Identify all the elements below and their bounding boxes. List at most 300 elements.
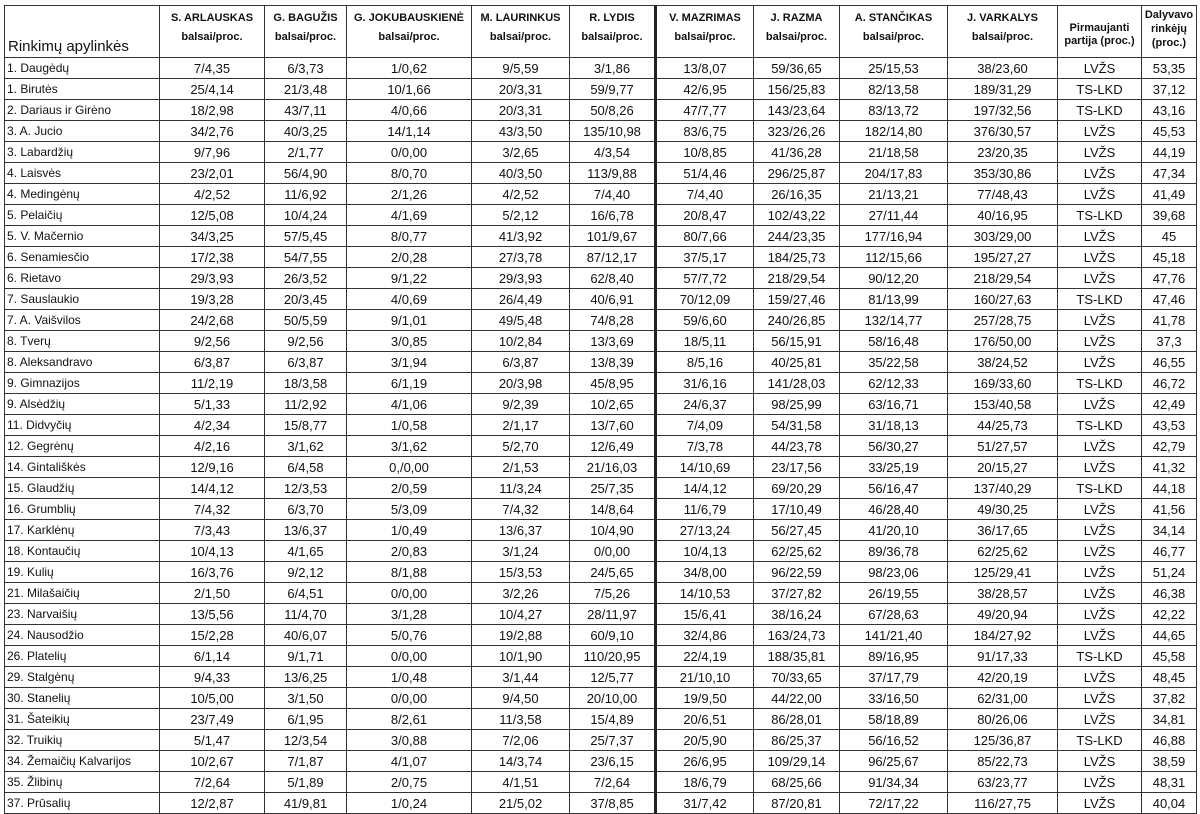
leading-party-cell: LVŽS — [1058, 604, 1142, 625]
varkalys-cell: 38/28,57 — [948, 583, 1058, 604]
varkalys-cell: 38/23,60 — [948, 58, 1058, 79]
laurinkus-cell: 14/3,74 — [472, 751, 570, 772]
laurinkus-cell: 3/1,44 — [472, 667, 570, 688]
header-candidate: A. STANČIKAS balsai/proc. — [840, 6, 948, 58]
leading-party-cell: LVŽS — [1058, 667, 1142, 688]
stancikas-cell: 141/21,40 — [840, 625, 948, 646]
baguzis-cell: 11/4,70 — [265, 604, 347, 625]
turnout-cell: 42,49 — [1142, 394, 1197, 415]
stancikas-cell: 89/16,95 — [840, 646, 948, 667]
header-candidate: G. JOKUBAUSKIENĖ balsai/proc. — [347, 6, 472, 58]
turnout-cell: 53,35 — [1142, 58, 1197, 79]
arlauskas-cell: 2/1,50 — [160, 583, 265, 604]
arlauskas-cell: 23/7,49 — [160, 709, 265, 730]
turnout-cell: 44,18 — [1142, 478, 1197, 499]
region-name-cell: 8. Tverų — [5, 331, 160, 352]
turnout-cell: 37,82 — [1142, 688, 1197, 709]
jokubauskiene-cell: 8/0,70 — [347, 163, 472, 184]
stancikas-cell: 204/17,83 — [840, 163, 948, 184]
stancikas-cell: 63/16,71 — [840, 394, 948, 415]
arlauskas-cell: 7/3,43 — [160, 520, 265, 541]
baguzis-cell: 11/2,92 — [265, 394, 347, 415]
header-candidate: S. ARLAUSKAS balsai/proc. — [160, 6, 265, 58]
laurinkus-cell: 3/1,24 — [472, 541, 570, 562]
arlauskas-cell: 9/2,56 — [160, 331, 265, 352]
jokubauskiene-cell: 0,/0,00 — [347, 457, 472, 478]
turnout-cell: 45,53 — [1142, 121, 1197, 142]
jokubauskiene-cell: 5/3,09 — [347, 499, 472, 520]
turnout-cell: 37,3 — [1142, 331, 1197, 352]
turnout-cell: 37,12 — [1142, 79, 1197, 100]
mazrimas-cell: 14/10,69 — [656, 457, 754, 478]
table-row — [5, 562, 1197, 583]
baguzis-cell: 6/3,87 — [265, 352, 347, 373]
leading-party-cell: LVŽS — [1058, 688, 1142, 709]
table-row — [5, 604, 1197, 625]
lydis-cell: 10/4,90 — [570, 520, 656, 541]
varkalys-cell: 80/26,06 — [948, 709, 1058, 730]
baguzis-cell: 9/1,71 — [265, 646, 347, 667]
baguzis-cell: 2/1,77 — [265, 142, 347, 163]
arlauskas-cell: 6/1,14 — [160, 646, 265, 667]
varkalys-cell: 63/23,77 — [948, 772, 1058, 793]
arlauskas-cell: 11/2,19 — [160, 373, 265, 394]
jokubauskiene-cell: 2/0,83 — [347, 541, 472, 562]
lydis-cell: 23/6,15 — [570, 751, 656, 772]
stancikas-cell: 132/14,77 — [840, 310, 948, 331]
turnout-cell: 51,24 — [1142, 562, 1197, 583]
table-row — [5, 310, 1197, 331]
stancikas-cell: 58/18,89 — [840, 709, 948, 730]
razma-cell: 323/26,26 — [754, 121, 840, 142]
mazrimas-cell: 14/10,53 — [656, 583, 754, 604]
region-name-cell: 12. Gegrėnų — [5, 436, 160, 457]
baguzis-cell: 40/6,07 — [265, 625, 347, 646]
mazrimas-cell: 59/6,60 — [656, 310, 754, 331]
arlauskas-cell: 5/1,33 — [160, 394, 265, 415]
table-row — [5, 142, 1197, 163]
header-candidate: V. MAZRIMAS balsai/proc. — [656, 6, 754, 58]
baguzis-cell: 13/6,37 — [265, 520, 347, 541]
region-name-cell: 9. Alsėdžių — [5, 394, 160, 415]
region-name-cell: 8. Aleksandravo — [5, 352, 160, 373]
turnout-cell: 46,72 — [1142, 373, 1197, 394]
razma-cell: 96/22,59 — [754, 562, 840, 583]
mazrimas-cell: 37/5,17 — [656, 247, 754, 268]
razma-cell: 141/28,03 — [754, 373, 840, 394]
lydis-cell: 21/16,03 — [570, 457, 656, 478]
lydis-cell: 13/3,69 — [570, 331, 656, 352]
razma-cell: 143/23,64 — [754, 100, 840, 121]
region-name-cell: 23. Narvaišių — [5, 604, 160, 625]
lydis-cell: 37/8,85 — [570, 793, 656, 814]
stancikas-cell: 27/11,44 — [840, 205, 948, 226]
turnout-cell: 46,77 — [1142, 541, 1197, 562]
header-candidate: J. VARKALYS balsai/proc. — [948, 6, 1058, 58]
baguzis-cell: 5/1,89 — [265, 772, 347, 793]
jokubauskiene-cell: 9/1,01 — [347, 310, 472, 331]
mazrimas-cell: 42/6,95 — [656, 79, 754, 100]
laurinkus-cell: 9/5,59 — [472, 58, 570, 79]
lydis-cell: 24/5,65 — [570, 562, 656, 583]
lydis-cell: 4/3,54 — [570, 142, 656, 163]
table-row — [5, 625, 1197, 646]
razma-cell: 87/20,81 — [754, 793, 840, 814]
table-row — [5, 226, 1197, 247]
stancikas-cell: 33/16,50 — [840, 688, 948, 709]
lydis-cell: 74/8,28 — [570, 310, 656, 331]
jokubauskiene-cell: 4/1,07 — [347, 751, 472, 772]
jokubauskiene-cell: 1/0,48 — [347, 667, 472, 688]
table-row — [5, 184, 1197, 205]
baguzis-cell: 6/3,73 — [265, 58, 347, 79]
baguzis-cell: 18/3,58 — [265, 373, 347, 394]
stancikas-cell: 26/19,55 — [840, 583, 948, 604]
leading-party-cell: LVŽS — [1058, 394, 1142, 415]
laurinkus-cell: 10/2,84 — [472, 331, 570, 352]
mazrimas-cell: 15/6,41 — [656, 604, 754, 625]
table-row — [5, 730, 1197, 751]
turnout-cell: 47,46 — [1142, 289, 1197, 310]
stancikas-cell: 177/16,94 — [840, 226, 948, 247]
laurinkus-cell: 2/1,53 — [472, 457, 570, 478]
lydis-cell: 14/8,64 — [570, 499, 656, 520]
razma-cell: 56/15,91 — [754, 331, 840, 352]
laurinkus-cell: 20/3,31 — [472, 79, 570, 100]
baguzis-cell: 6/1,95 — [265, 709, 347, 730]
razma-cell: 69/20,29 — [754, 478, 840, 499]
baguzis-cell: 6/4,58 — [265, 457, 347, 478]
region-name-cell: 9. Gimnazijos — [5, 373, 160, 394]
region-name-cell: 7. Sauslaukio — [5, 289, 160, 310]
region-name-cell: 1. Birutės — [5, 79, 160, 100]
lydis-cell: 0/0,00 — [570, 541, 656, 562]
jokubauskiene-cell: 1/0,62 — [347, 58, 472, 79]
leading-party-cell: LVŽS — [1058, 499, 1142, 520]
arlauskas-cell: 10/2,67 — [160, 751, 265, 772]
laurinkus-cell: 19/2,88 — [472, 625, 570, 646]
mazrimas-cell: 47/7,77 — [656, 100, 754, 121]
turnout-cell: 40,04 — [1142, 793, 1197, 814]
lydis-cell: 50/8,26 — [570, 100, 656, 121]
table-row — [5, 457, 1197, 478]
mazrimas-cell: 31/7,42 — [656, 793, 754, 814]
jokubauskiene-cell: 2/0,75 — [347, 772, 472, 793]
mazrimas-cell: 7/4,40 — [656, 184, 754, 205]
arlauskas-cell: 10/4,13 — [160, 541, 265, 562]
stancikas-cell: 83/13,72 — [840, 100, 948, 121]
table-row — [5, 289, 1197, 310]
leading-party-cell: TS-LKD — [1058, 205, 1142, 226]
varkalys-cell: 36/17,65 — [948, 520, 1058, 541]
jokubauskiene-cell: 9/1,22 — [347, 268, 472, 289]
arlauskas-cell: 10/5,00 — [160, 688, 265, 709]
table-row — [5, 772, 1197, 793]
region-name-cell: 2. Dariaus ir Girėno — [5, 100, 160, 121]
leading-party-cell: LVŽS — [1058, 562, 1142, 583]
lydis-cell: 60/9,10 — [570, 625, 656, 646]
mazrimas-cell: 27/13,24 — [656, 520, 754, 541]
header-leading-party: Pirmaujanti partija (proc.) — [1058, 6, 1142, 58]
table-row — [5, 373, 1197, 394]
varkalys-cell: 197/32,56 — [948, 100, 1058, 121]
region-name-cell: 7. A. Vaišvilos — [5, 310, 160, 331]
arlauskas-cell: 15/2,28 — [160, 625, 265, 646]
leading-party-cell: TS-LKD — [1058, 415, 1142, 436]
jokubauskiene-cell: 3/0,88 — [347, 730, 472, 751]
leading-party-cell: LVŽS — [1058, 142, 1142, 163]
baguzis-cell: 40/3,25 — [265, 121, 347, 142]
turnout-cell: 46,88 — [1142, 730, 1197, 751]
laurinkus-cell: 49/5,48 — [472, 310, 570, 331]
jokubauskiene-cell: 8/0,77 — [347, 226, 472, 247]
region-name-cell: 19. Kulių — [5, 562, 160, 583]
leading-party-cell: TS-LKD — [1058, 289, 1142, 310]
region-name-cell: 11. Didvyčių — [5, 415, 160, 436]
mazrimas-cell: 57/7,72 — [656, 268, 754, 289]
baguzis-cell: 13/6,25 — [265, 667, 347, 688]
leading-party-cell: LVŽS — [1058, 163, 1142, 184]
table-row — [5, 352, 1197, 373]
razma-cell: 156/25,83 — [754, 79, 840, 100]
table-row — [5, 667, 1197, 688]
varkalys-cell: 153/40,58 — [948, 394, 1058, 415]
arlauskas-cell: 4/2,16 — [160, 436, 265, 457]
razma-cell: 17/10,49 — [754, 499, 840, 520]
mazrimas-cell: 26/6,95 — [656, 751, 754, 772]
mazrimas-cell: 31/6,16 — [656, 373, 754, 394]
table-row — [5, 583, 1197, 604]
mazrimas-cell: 70/12,09 — [656, 289, 754, 310]
region-name-cell: 1. Daugėdų — [5, 58, 160, 79]
laurinkus-cell: 4/1,51 — [472, 772, 570, 793]
leading-party-cell: TS-LKD — [1058, 478, 1142, 499]
stancikas-cell: 182/14,80 — [840, 121, 948, 142]
lydis-cell: 15/4,89 — [570, 709, 656, 730]
lydis-cell: 113/9,88 — [570, 163, 656, 184]
baguzis-cell: 12/3,54 — [265, 730, 347, 751]
laurinkus-cell: 5/2,12 — [472, 205, 570, 226]
varkalys-cell: 125/29,41 — [948, 562, 1058, 583]
razma-cell: 37/27,82 — [754, 583, 840, 604]
jokubauskiene-cell: 10/1,66 — [347, 79, 472, 100]
varkalys-cell: 62/31,00 — [948, 688, 1058, 709]
jokubauskiene-cell: 0/0,00 — [347, 646, 472, 667]
leading-party-cell: LVŽS — [1058, 520, 1142, 541]
razma-cell: 56/27,45 — [754, 520, 840, 541]
region-name-cell: 37. Prūsalių — [5, 793, 160, 814]
laurinkus-cell: 43/3,50 — [472, 121, 570, 142]
mazrimas-cell: 18/6,79 — [656, 772, 754, 793]
razma-cell: 109/29,14 — [754, 751, 840, 772]
arlauskas-cell: 9/7,96 — [160, 142, 265, 163]
mazrimas-cell: 14/4,12 — [656, 478, 754, 499]
baguzis-cell: 43/7,11 — [265, 100, 347, 121]
laurinkus-cell: 21/5,02 — [472, 793, 570, 814]
razma-cell: 240/26,85 — [754, 310, 840, 331]
lydis-cell: 16/6,78 — [570, 205, 656, 226]
baguzis-cell: 57/5,45 — [265, 226, 347, 247]
table-row — [5, 688, 1197, 709]
lydis-cell: 101/9,67 — [570, 226, 656, 247]
region-name-cell: 15. Glaudžių — [5, 478, 160, 499]
results-body — [5, 58, 1197, 814]
lydis-cell: 45/8,95 — [570, 373, 656, 394]
arlauskas-cell: 7/4,35 — [160, 58, 265, 79]
stancikas-cell: 31/18,13 — [840, 415, 948, 436]
jokubauskiene-cell: 2/0,59 — [347, 478, 472, 499]
arlauskas-cell: 24/2,68 — [160, 310, 265, 331]
laurinkus-cell: 2/1,17 — [472, 415, 570, 436]
region-name-cell: 3. A. Jucio — [5, 121, 160, 142]
baguzis-cell: 3/1,62 — [265, 436, 347, 457]
region-name-cell: 24. Nausodžio — [5, 625, 160, 646]
region-name-cell: 32. Truikių — [5, 730, 160, 751]
leading-party-cell: TS-LKD — [1058, 79, 1142, 100]
stancikas-cell: 33/25,19 — [840, 457, 948, 478]
razma-cell: 26/16,35 — [754, 184, 840, 205]
razma-cell: 244/23,35 — [754, 226, 840, 247]
region-name-cell: 4. Medingėnų — [5, 184, 160, 205]
mazrimas-cell: 80/7,66 — [656, 226, 754, 247]
mazrimas-cell: 51/4,46 — [656, 163, 754, 184]
region-name-cell: 6. Senamiesčio — [5, 247, 160, 268]
stancikas-cell: 46/28,40 — [840, 499, 948, 520]
region-name-cell: 6. Rietavo — [5, 268, 160, 289]
varkalys-cell: 38/24,52 — [948, 352, 1058, 373]
jokubauskiene-cell: 5/0,76 — [347, 625, 472, 646]
baguzis-cell: 12/3,53 — [265, 478, 347, 499]
header-candidate: J. RAZMA balsai/proc. — [754, 6, 840, 58]
laurinkus-cell: 5/2,70 — [472, 436, 570, 457]
results-table-container — [4, 5, 1196, 814]
mazrimas-cell: 34/8,00 — [656, 562, 754, 583]
razma-cell: 62/25,62 — [754, 541, 840, 562]
leading-party-cell: LVŽS — [1058, 436, 1142, 457]
header-region: Rinkimų apylinkės — [5, 6, 160, 58]
jokubauskiene-cell: 8/1,88 — [347, 562, 472, 583]
region-name-cell: 31. Šateikių — [5, 709, 160, 730]
turnout-cell: 47,34 — [1142, 163, 1197, 184]
leading-party-cell: LVŽS — [1058, 226, 1142, 247]
baguzis-cell: 9/2,12 — [265, 562, 347, 583]
jokubauskiene-cell: 0/0,00 — [347, 142, 472, 163]
arlauskas-cell: 4/2,52 — [160, 184, 265, 205]
mazrimas-cell: 21/10,10 — [656, 667, 754, 688]
jokubauskiene-cell: 0/0,00 — [347, 583, 472, 604]
stancikas-cell: 91/34,34 — [840, 772, 948, 793]
turnout-cell: 41,78 — [1142, 310, 1197, 331]
stancikas-cell: 56/16,52 — [840, 730, 948, 751]
region-name-cell: 16. Grumblių — [5, 499, 160, 520]
leading-party-cell: LVŽS — [1058, 751, 1142, 772]
laurinkus-cell: 11/3,58 — [472, 709, 570, 730]
arlauskas-cell: 13/5,56 — [160, 604, 265, 625]
table-row — [5, 520, 1197, 541]
leading-party-cell: TS-LKD — [1058, 100, 1142, 121]
laurinkus-cell: 11/3,24 — [472, 478, 570, 499]
razma-cell: 86/25,37 — [754, 730, 840, 751]
leading-party-cell: LVŽS — [1058, 310, 1142, 331]
jokubauskiene-cell: 1/0,49 — [347, 520, 472, 541]
mazrimas-cell: 32/4,86 — [656, 625, 754, 646]
table-row — [5, 436, 1197, 457]
arlauskas-cell: 5/1,47 — [160, 730, 265, 751]
turnout-cell: 46,55 — [1142, 352, 1197, 373]
stancikas-cell: 35/22,58 — [840, 352, 948, 373]
turnout-cell: 45,18 — [1142, 247, 1197, 268]
stancikas-cell: 112/15,66 — [840, 247, 948, 268]
table-row — [5, 247, 1197, 268]
varkalys-cell: 51/27,57 — [948, 436, 1058, 457]
jokubauskiene-cell: 8/2,61 — [347, 709, 472, 730]
table-row — [5, 394, 1197, 415]
arlauskas-cell: 9/4,33 — [160, 667, 265, 688]
region-name-cell: 21. Milašaičių — [5, 583, 160, 604]
leading-party-cell: LVŽS — [1058, 457, 1142, 478]
laurinkus-cell: 9/4,50 — [472, 688, 570, 709]
laurinkus-cell: 3/2,26 — [472, 583, 570, 604]
arlauskas-cell: 34/3,25 — [160, 226, 265, 247]
jokubauskiene-cell: 4/1,06 — [347, 394, 472, 415]
table-row — [5, 478, 1197, 499]
stancikas-cell: 96/25,67 — [840, 751, 948, 772]
table-row — [5, 709, 1197, 730]
stancikas-cell: 25/15,53 — [840, 58, 948, 79]
leading-party-cell: TS-LKD — [1058, 730, 1142, 751]
varkalys-cell: 376/30,57 — [948, 121, 1058, 142]
stancikas-cell: 58/16,48 — [840, 331, 948, 352]
jokubauskiene-cell: 3/1,94 — [347, 352, 472, 373]
baguzis-cell: 6/3,70 — [265, 499, 347, 520]
table-row — [5, 268, 1197, 289]
baguzis-cell: 4/1,65 — [265, 541, 347, 562]
varkalys-cell: 23/20,35 — [948, 142, 1058, 163]
arlauskas-cell: 7/4,32 — [160, 499, 265, 520]
stancikas-cell: 72/17,22 — [840, 793, 948, 814]
region-name-cell: 4. Laisvės — [5, 163, 160, 184]
razma-cell: 184/25,73 — [754, 247, 840, 268]
varkalys-cell: 116/27,75 — [948, 793, 1058, 814]
mazrimas-cell: 7/4,09 — [656, 415, 754, 436]
razma-cell: 41/36,28 — [754, 142, 840, 163]
laurinkus-cell: 15/3,53 — [472, 562, 570, 583]
turnout-cell: 43,16 — [1142, 100, 1197, 121]
region-name-cell: 18. Kontaučių — [5, 541, 160, 562]
turnout-cell: 39,68 — [1142, 205, 1197, 226]
baguzis-cell: 56/4,90 — [265, 163, 347, 184]
arlauskas-cell: 34/2,76 — [160, 121, 265, 142]
leading-party-cell: LVŽS — [1058, 268, 1142, 289]
stancikas-cell: 81/13,99 — [840, 289, 948, 310]
lydis-cell: 28/11,97 — [570, 604, 656, 625]
laurinkus-cell: 26/4,49 — [472, 289, 570, 310]
varkalys-cell: 44/25,73 — [948, 415, 1058, 436]
region-name-cell: 35. Žlibinų — [5, 772, 160, 793]
leading-party-cell: LVŽS — [1058, 184, 1142, 205]
baguzis-cell: 6/4,51 — [265, 583, 347, 604]
stancikas-cell: 98/23,06 — [840, 562, 948, 583]
jokubauskiene-cell: 6/1,19 — [347, 373, 472, 394]
lydis-cell: 13/8,39 — [570, 352, 656, 373]
varkalys-cell: 218/29,54 — [948, 268, 1058, 289]
varkalys-cell: 20/15,27 — [948, 457, 1058, 478]
turnout-cell: 48,31 — [1142, 772, 1197, 793]
stancikas-cell: 41/20,10 — [840, 520, 948, 541]
laurinkus-cell: 7/2,06 — [472, 730, 570, 751]
varkalys-cell: 176/50,00 — [948, 331, 1058, 352]
leading-party-cell: TS-LKD — [1058, 373, 1142, 394]
